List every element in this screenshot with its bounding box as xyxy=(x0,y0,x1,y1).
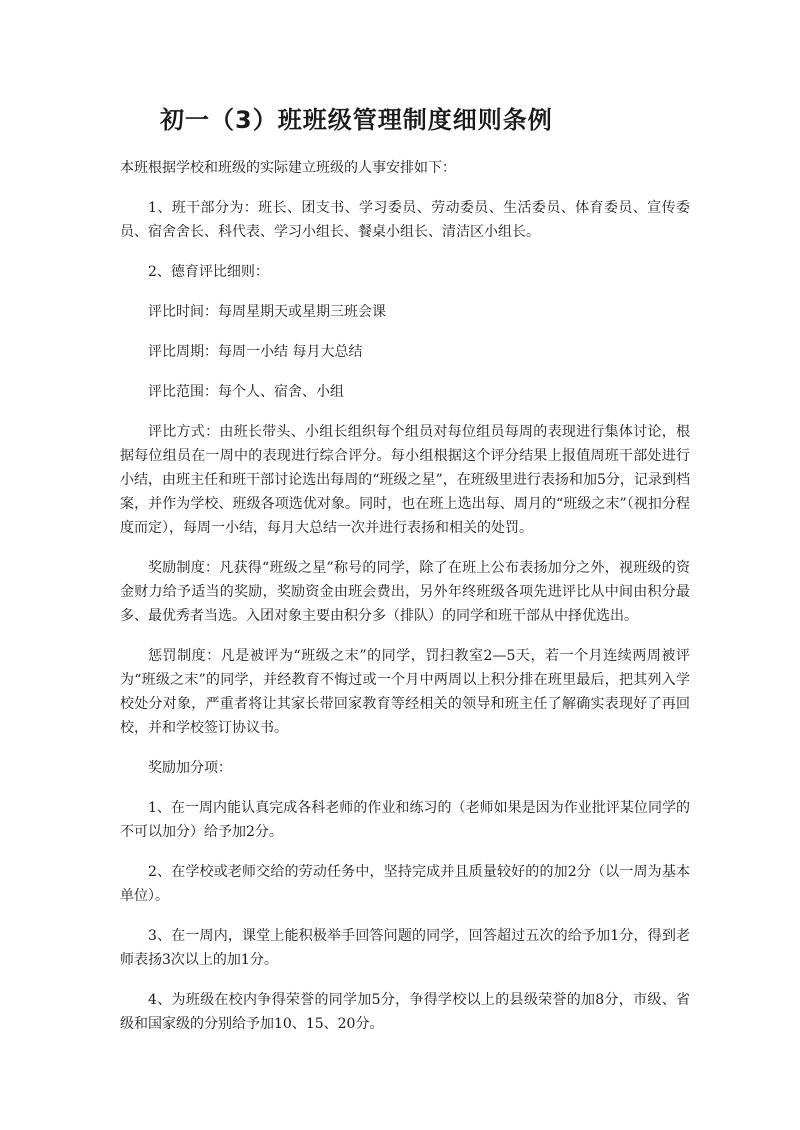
evaluation-time-line: 评比时间：每周星期天或星期三班会课 xyxy=(148,304,386,320)
bonus-items-heading: 奖励加分项： xyxy=(148,760,232,776)
bonus-item-3: 3、在一周内，课堂上能积极举手回答问题的同学，回答超过五次的给予加1分，得到老师表扬3次以上的加1分。 xyxy=(120,928,690,968)
reward-system-paragraph: 奖励制度：凡获得“班级之星”称号的同学，除了在班上公布表扬加分之外，视班级的资金财力给予适当的奖励，奖励资金由班会费出，另外年终班级各项先进评比从中间由积分最多、最优秀者当选。入团对象主要由积分多（排队）的同学和班干部从中择优选出。 xyxy=(120,560,690,624)
document-body xyxy=(120,156,690,1052)
evaluation-period-line: 评比周期：每周一小结 每月大总结 xyxy=(148,344,363,360)
moral-evaluation-heading: 2、德育评比细则： xyxy=(148,264,269,280)
bonus-item-4: 4、为班级在校内争得荣誉的同学加5分，争得学校以上的县级荣誉的加8分，市级、省级和国家级的分别给予加10、15、20分。 xyxy=(120,992,690,1032)
evaluation-scope-line: 评比范围：每个人、宿舍、小组 xyxy=(148,384,344,400)
document-title: 初一（3）班班级管理制度细则条例 xyxy=(160,106,553,134)
bonus-item-1: 1、在一周内能认真完成各科老师的作业和练习的（老师如果是因为作业批评某位同学的不可以加分）给予加2分。 xyxy=(120,800,690,840)
punishment-system-paragraph: 惩罚制度：凡是被评为“班级之末”的同学，罚扫教室2—5天，若一个月连续两周被评为“班级之末”的同学，并经教育不悔过或一个月中两周以上积分排在班里最后，把其列入学校处分对象，严重者将让其家长带回家教育等经相关的领导和班主任了解确实表现好了再回校，并和学校签订协议书。 xyxy=(120,648,690,736)
evaluation-method-paragraph: 评比方式：由班长带头、小组长组织每个组员对每位组员每周的表现进行集体讨论，根据每位组员在一周中的表现进行综合评分。每小组根据这个评分结果上报值周班干部处进行小结，由班主任和班干部讨论选出每周的“班级之星”，在班级里进行表扬和加5分，记录到档案，并作为学校、班级各项选优对象。同时，也在班上选出每、周月的“班级之末”（视扣分程度而定），每周一小结，每月大总结一次并进行表扬和相关的处罚。 xyxy=(120,424,690,536)
intro-paragraph: 本班根据学校和班级的实际建立班级的人事安排如下： xyxy=(120,160,456,176)
bonus-item-2: 2、在学校或老师交给的劳动任务中，坚持完成并且质量较好的的加2分（以一周为基本单位）。 xyxy=(120,864,690,904)
class-cadre-paragraph: 1、班干部分为：班长、团支书、学习委员、劳动委员、生活委员、体育委员、宣传委员、宿舍舍长、科代表、学习小组长、餐桌小组长、清洁区小组长。 xyxy=(120,200,690,240)
